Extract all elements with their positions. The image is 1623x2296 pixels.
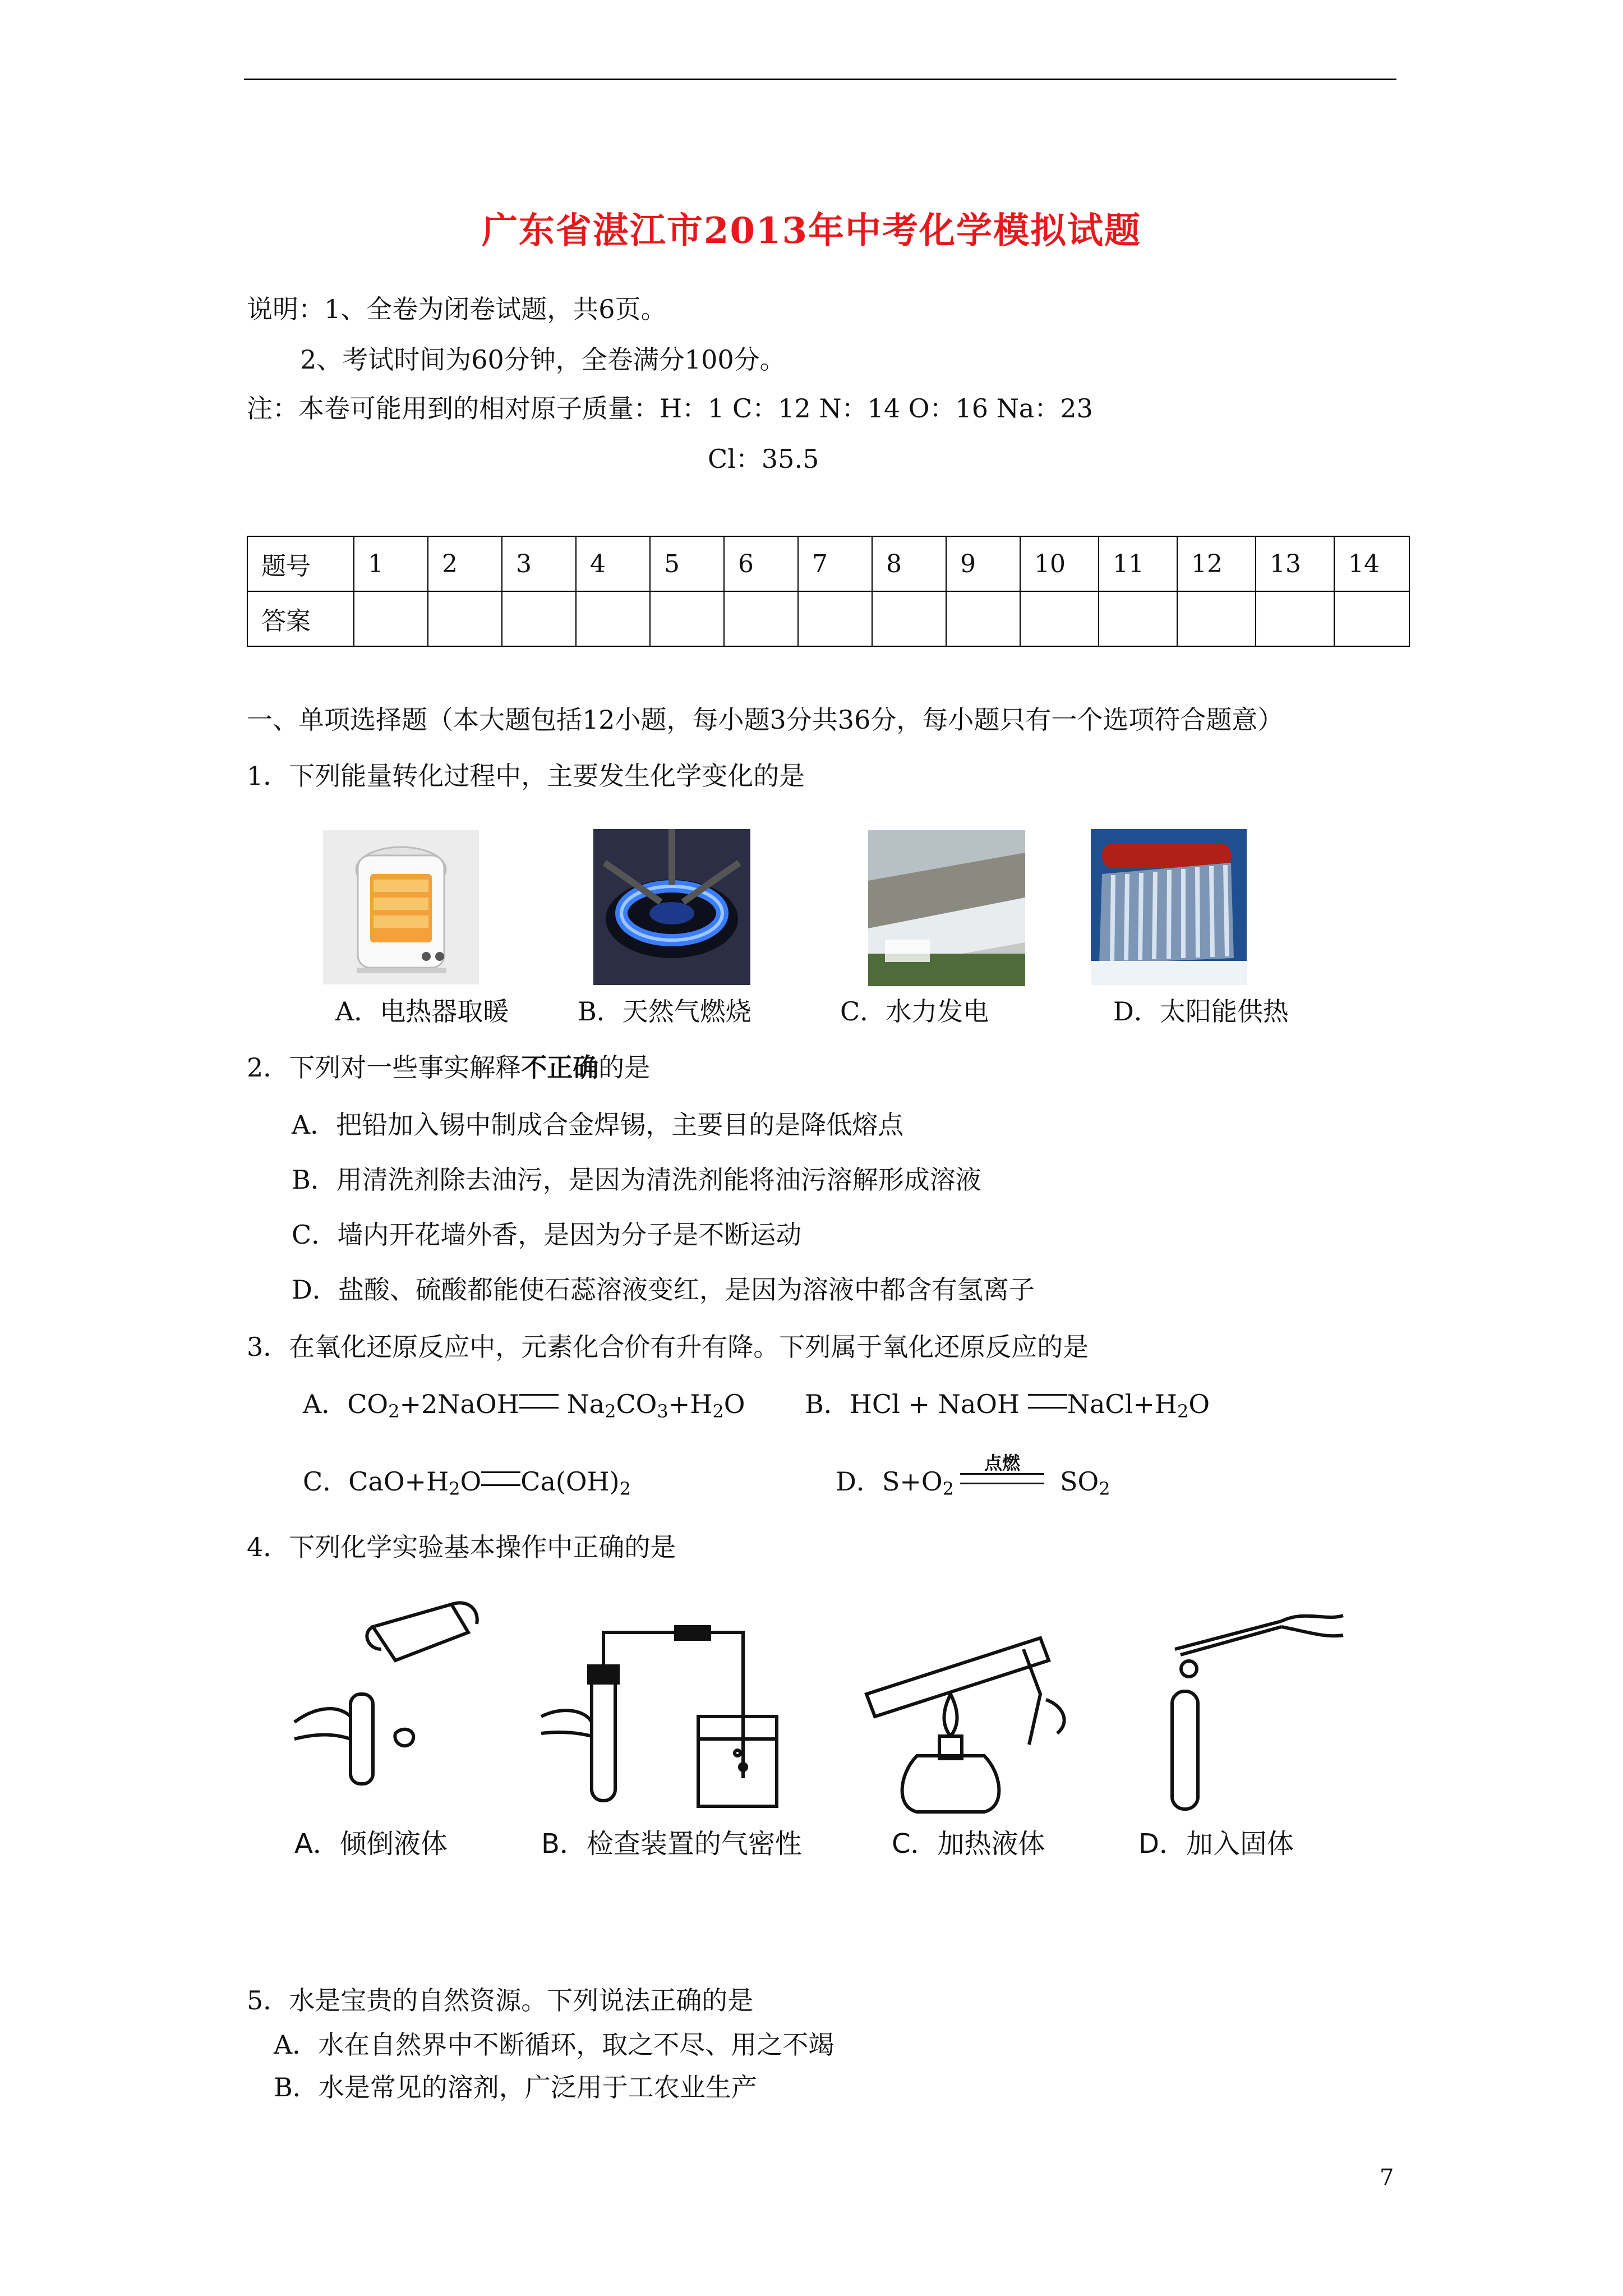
reaction-condition-label: 点燃: [984, 1452, 1020, 1474]
question-1-option-c: C．水力发电: [840, 996, 989, 1027]
question-4-label-b: B．检查装置的气密性: [541, 1828, 802, 1860]
electric-heater-image: [323, 830, 479, 984]
answer-cell[interactable]: [1020, 591, 1099, 646]
adding-solid-illustration: [1141, 1599, 1354, 1812]
question-3-option-d-product: $SO_2$: [1060, 1466, 1110, 1499]
answer-cell[interactable]: [1099, 591, 1177, 646]
section-heading: 一、单项选择题（本大题包括12小题，每小题3分共36分，每小题只有一个选项符合题意）: [247, 705, 1284, 735]
question-number-cell: 7: [798, 536, 872, 591]
equals-sign: [481, 1471, 520, 1486]
answer-cell[interactable]: [354, 591, 428, 646]
question-4-label-a: A．倾倒液体: [294, 1828, 448, 1860]
question-5-option-a: A．水在自然界中不断循环，取之不尽、用之不竭: [274, 2030, 834, 2060]
answer-cell[interactable]: [1177, 591, 1256, 646]
question-number-cell: 11: [1099, 536, 1177, 591]
question-2-option-a: A．把铅加入锡中制成合金焊锡，主要目的是降低熔点: [292, 1110, 904, 1140]
note-line-1: 说明：1、全卷为闭卷试题，共6页。: [247, 294, 667, 324]
question-number-cell: 1: [354, 536, 428, 591]
hydropower-dam-image: [868, 830, 1025, 986]
heating-liquid-illustration: [855, 1616, 1074, 1818]
page-number: 7: [1380, 2165, 1394, 2191]
gas-flame-image: [593, 829, 750, 985]
answer-cell[interactable]: [428, 591, 502, 646]
answer-cell[interactable]: [946, 591, 1020, 646]
answer-cell[interactable]: [724, 591, 798, 646]
question-3-option-b: B．HCl + NaOH $NaCl+H_2O$: [805, 1389, 1210, 1422]
question-3-stem: 3．在氧化还原反应中，元素化合价有升有降。下列属于氧化还原反应的是: [247, 1332, 1089, 1362]
equals-sign: [519, 1394, 559, 1409]
question-3-option-c: C．$CaO+H_2O$ $Ca(OH)_2$: [303, 1466, 631, 1499]
answer-table: [247, 536, 1410, 647]
reaction-arrow: [960, 1473, 1044, 1484]
question-number-cell: 12: [1177, 536, 1256, 591]
question-2-stem: 2．下列对一些事实解释不正确的是: [247, 1052, 651, 1083]
question-5-option-b: B．水是常见的溶剂，广泛用于工农业生产: [274, 2072, 757, 2102]
header-rule: [244, 79, 1396, 80]
question-1-option-a: A．电热器取暖: [335, 996, 509, 1027]
airtightness-check-illustration: [536, 1621, 794, 1812]
answer-cell[interactable]: [1334, 591, 1409, 646]
solar-water-heater-image: [1091, 829, 1247, 985]
question-number-cell: 2: [428, 536, 502, 591]
question-number-cell: 8: [872, 536, 946, 591]
question-4-label-c: C．加热液体: [892, 1828, 1045, 1860]
answer-cell[interactable]: [576, 591, 650, 646]
row-label-answer: 答案: [247, 591, 354, 646]
question-number-cell: 5: [650, 536, 724, 591]
question-number-cell: 10: [1020, 536, 1099, 591]
row-label-question: 题号: [247, 536, 354, 591]
question-2-option-b: B．用清洗剂除去油污，是因为清洗剂能将油污溶解形成溶液: [292, 1165, 981, 1195]
note-line-2: 2、考试时间为60分钟，全卷满分100分。: [300, 344, 786, 375]
question-1-stem: 1．下列能量转化过程中，主要发生化学变化的是: [247, 761, 805, 791]
answer-cell[interactable]: [798, 591, 872, 646]
question-1-option-d: D．太阳能供热: [1113, 996, 1289, 1027]
question-number-cell: 9: [946, 536, 1020, 591]
answer-cell[interactable]: [872, 591, 946, 646]
question-2-option-d: D．盐酸、硫酸都能使石蕊溶液变红，是因为溶液中都含有氢离子: [292, 1274, 1035, 1305]
question-2-option-c: C．墙内开花墙外香，是因为分子是不断运动: [292, 1220, 802, 1250]
pouring-liquid-illustration: [283, 1593, 496, 1806]
question-number-cell: 13: [1256, 536, 1334, 591]
question-3-option-d: D．$S+O_2$: [836, 1466, 955, 1499]
answer-cell[interactable]: [650, 591, 724, 646]
question-number-cell: 6: [724, 536, 798, 591]
question-number-cell: 3: [502, 536, 576, 591]
question-4-label-d: D．加入固体: [1138, 1828, 1294, 1860]
table-row: [247, 591, 1409, 646]
question-number-cell: 14: [1334, 536, 1409, 591]
question-4-stem: 4．下列化学实验基本操作中正确的是: [247, 1532, 676, 1562]
table-row: [247, 536, 1409, 591]
note-line-4: Cl：35.5: [708, 444, 819, 474]
note-line-3: 注：本卷可能用到的相对原子质量：H：1 C：12 N：14 O：16 Na：23: [247, 393, 1093, 424]
page-title: 广东省湛江市2013年中考化学模拟试题: [481, 210, 1142, 252]
answer-cell[interactable]: [1256, 591, 1334, 646]
equals-sign: [1028, 1394, 1067, 1409]
question-1-option-b: B．天然气燃烧: [578, 996, 751, 1027]
question-3-option-a: A．$CO_2+2NaOH$ $Na_2CO_3+H_2O$: [303, 1389, 745, 1422]
answer-cell[interactable]: [502, 591, 576, 646]
question-number-cell: 4: [576, 536, 650, 591]
question-5-stem: 5．水是宝贵的自然资源。下列说法正确的是: [247, 1985, 754, 2016]
